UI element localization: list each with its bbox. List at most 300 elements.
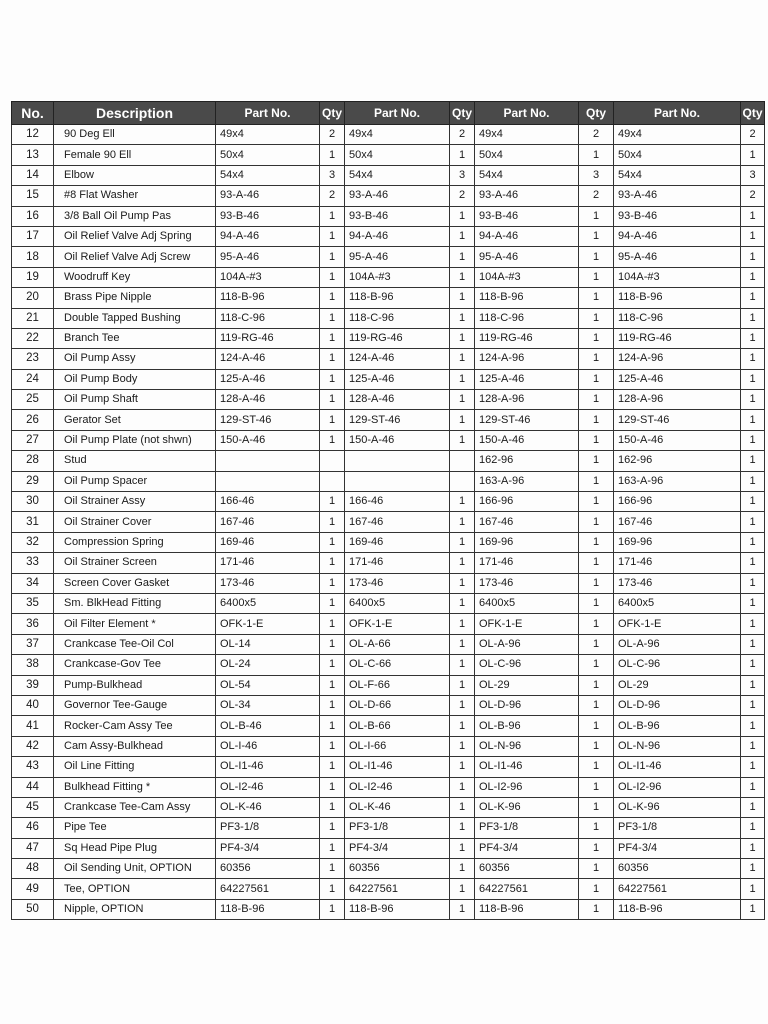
cell-qty-3: 1 [579,736,614,756]
cell-part-no-3: 163-A-96 [475,471,579,491]
cell-part-no-1: 50x4 [216,145,320,165]
cell-qty-4: 1 [741,757,765,777]
cell-part-no-4: OL-A-96 [614,634,741,654]
cell-description: Oil Sending Unit, OPTION [54,859,216,879]
cell-part-no-1: OL-B-46 [216,716,320,736]
cell-part-no-2: 125-A-46 [345,369,450,389]
table-row [12,838,765,858]
cell-part-no-2: 64227561 [345,879,450,899]
cell-no: 34 [12,573,54,593]
cell-part-no-2: 118-B-96 [345,288,450,308]
cell-qty-3: 1 [579,757,614,777]
cell-qty-3: 1 [579,369,614,389]
cell-qty-2: 1 [450,512,475,532]
cell-description: Oil Pump Spacer [54,471,216,491]
table-row [12,818,765,838]
cell-qty-4: 1 [741,226,765,246]
cell-part-no-2: OL-C-66 [345,655,450,675]
cell-part-no-4: 166-96 [614,492,741,512]
cell-part-no-2: 93-B-46 [345,206,450,226]
cell-part-no-3: 129-ST-46 [475,410,579,430]
cell-qty-3: 1 [579,655,614,675]
cell-no: 29 [12,471,54,491]
cell-qty-2: 1 [450,655,475,675]
cell-qty-2 [450,471,475,491]
cell-qty-1: 3 [320,165,345,185]
cell-description: Crankcase Tee-Cam Assy [54,797,216,817]
cell-qty-1: 1 [320,512,345,532]
cell-part-no-2: 49x4 [345,125,450,145]
cell-part-no-1: 94-A-46 [216,226,320,246]
cell-part-no-4: 162-96 [614,451,741,471]
cell-no: 18 [12,247,54,267]
cell-part-no-3: PF3-1/8 [475,818,579,838]
table-row [12,492,765,512]
header-part-no-1: Part No. [216,102,320,125]
cell-part-no-3: PF4-3/4 [475,838,579,858]
cell-part-no-2: 171-46 [345,553,450,573]
cell-no: 23 [12,349,54,369]
cell-qty-1: 1 [320,757,345,777]
cell-qty-3: 3 [579,165,614,185]
cell-description: Cam Assy-Bulkhead [54,736,216,756]
cell-qty-1: 1 [320,226,345,246]
cell-qty-4: 1 [741,553,765,573]
cell-qty-4: 1 [741,247,765,267]
cell-part-no-1: 166-46 [216,492,320,512]
cell-qty-1: 1 [320,859,345,879]
cell-qty-4: 1 [741,512,765,532]
cell-part-no-1: OL-I1-46 [216,757,320,777]
cell-part-no-1: OL-I2-46 [216,777,320,797]
cell-qty-2: 1 [450,859,475,879]
cell-part-no-2: 6400x5 [345,593,450,613]
cell-qty-1: 1 [320,614,345,634]
cell-qty-2: 1 [450,145,475,165]
table-row [12,308,765,328]
cell-qty-2: 1 [450,675,475,695]
cell-part-no-4: 118-C-96 [614,308,741,328]
cell-part-no-4: 169-96 [614,532,741,552]
cell-description: Oil Filter Element * [54,614,216,634]
table-row [12,328,765,348]
cell-qty-2 [450,451,475,471]
cell-part-no-2: OL-I-66 [345,736,450,756]
cell-description: Governor Tee-Gauge [54,695,216,715]
cell-part-no-3: OL-K-96 [475,797,579,817]
cell-part-no-4: 128-A-96 [614,390,741,410]
cell-part-no-2: OL-D-66 [345,695,450,715]
cell-part-no-1: 49x4 [216,125,320,145]
cell-qty-3: 1 [579,267,614,287]
cell-part-no-1: 118-C-96 [216,308,320,328]
cell-part-no-1: 128-A-46 [216,390,320,410]
cell-no: 17 [12,226,54,246]
cell-part-no-2: 118-B-96 [345,899,450,919]
cell-qty-4: 1 [741,797,765,817]
cell-qty-1: 1 [320,410,345,430]
cell-qty-1: 1 [320,349,345,369]
cell-part-no-2: OL-I1-46 [345,757,450,777]
cell-qty-4: 1 [741,899,765,919]
cell-part-no-1: 118-B-96 [216,288,320,308]
cell-description: Oil Pump Shaft [54,390,216,410]
cell-qty-4: 1 [741,593,765,613]
cell-qty-3: 1 [579,777,614,797]
table-row [12,777,765,797]
header-row [12,102,765,125]
cell-part-no-3: 124-A-96 [475,349,579,369]
cell-part-no-3: 150-A-46 [475,430,579,450]
cell-qty-4: 1 [741,390,765,410]
cell-qty-3: 1 [579,553,614,573]
cell-no: 38 [12,655,54,675]
cell-qty-4: 1 [741,328,765,348]
cell-part-no-1: 93-B-46 [216,206,320,226]
table-row [12,614,765,634]
cell-part-no-1: OFK-1-E [216,614,320,634]
cell-description: Oil Strainer Screen [54,553,216,573]
cell-part-no-2: 54x4 [345,165,450,185]
cell-part-no-4: 124-A-96 [614,349,741,369]
cell-part-no-2: 150-A-46 [345,430,450,450]
cell-part-no-3: 171-46 [475,553,579,573]
cell-part-no-2: OL-F-66 [345,675,450,695]
cell-qty-2: 1 [450,634,475,654]
cell-no: 49 [12,879,54,899]
cell-qty-3: 1 [579,206,614,226]
table-row [12,451,765,471]
cell-qty-1: 1 [320,818,345,838]
cell-part-no-2: 166-46 [345,492,450,512]
cell-part-no-2: 167-46 [345,512,450,532]
cell-qty-3: 1 [579,532,614,552]
cell-qty-1: 1 [320,777,345,797]
header-part-no-4: Part No. [614,102,741,125]
table-row [12,206,765,226]
cell-description: Oil Pump Body [54,369,216,389]
cell-part-no-3: 167-46 [475,512,579,532]
cell-part-no-3: 119-RG-46 [475,328,579,348]
table-row [12,471,765,491]
cell-no: 22 [12,328,54,348]
cell-description: Gerator Set [54,410,216,430]
cell-qty-1: 1 [320,879,345,899]
cell-qty-3: 1 [579,430,614,450]
cell-no: 15 [12,186,54,206]
cell-part-no-1: 119-RG-46 [216,328,320,348]
cell-qty-3: 1 [579,899,614,919]
cell-part-no-4: OL-29 [614,675,741,695]
cell-description: Oil Pump Assy [54,349,216,369]
cell-part-no-4: 118-B-96 [614,899,741,919]
cell-description: Crankcase-Gov Tee [54,655,216,675]
cell-part-no-3: 128-A-96 [475,390,579,410]
cell-no: 12 [12,125,54,145]
cell-part-no-4: OL-B-96 [614,716,741,736]
cell-qty-4: 1 [741,655,765,675]
cell-qty-3: 1 [579,797,614,817]
cell-qty-3: 1 [579,145,614,165]
cell-part-no-2: 94-A-46 [345,226,450,246]
cell-no: 16 [12,206,54,226]
cell-part-no-4: 60356 [614,859,741,879]
cell-part-no-1 [216,451,320,471]
cell-qty-4: 1 [741,267,765,287]
table-row [12,797,765,817]
header-qty-2: Qty [450,102,475,125]
header-qty-3: Qty [579,102,614,125]
cell-part-no-3: 49x4 [475,125,579,145]
cell-description: Compression Spring [54,532,216,552]
cell-qty-2: 1 [450,349,475,369]
table-row [12,349,765,369]
cell-qty-1: 1 [320,308,345,328]
cell-qty-3: 1 [579,308,614,328]
cell-part-no-3: OL-29 [475,675,579,695]
cell-qty-2: 1 [450,757,475,777]
cell-qty-2: 1 [450,736,475,756]
cell-part-no-3: 118-B-96 [475,899,579,919]
cell-part-no-3: 93-B-46 [475,206,579,226]
cell-part-no-1: 125-A-46 [216,369,320,389]
cell-description: Branch Tee [54,328,216,348]
cell-qty-3: 1 [579,634,614,654]
cell-part-no-4: 93-A-46 [614,186,741,206]
cell-qty-3: 2 [579,125,614,145]
cell-qty-1: 1 [320,288,345,308]
cell-qty-4: 1 [741,879,765,899]
cell-qty-4: 1 [741,736,765,756]
cell-qty-2: 1 [450,593,475,613]
cell-qty-3: 1 [579,593,614,613]
cell-qty-3: 1 [579,349,614,369]
cell-part-no-4: 125-A-46 [614,369,741,389]
cell-qty-1: 1 [320,593,345,613]
cell-part-no-1: 95-A-46 [216,247,320,267]
cell-part-no-4: OL-D-96 [614,695,741,715]
cell-qty-3: 1 [579,288,614,308]
cell-part-no-1: OL-I-46 [216,736,320,756]
cell-description: Oil Relief Valve Adj Spring [54,226,216,246]
cell-qty-1: 1 [320,797,345,817]
cell-part-no-1: 54x4 [216,165,320,185]
cell-qty-2: 1 [450,226,475,246]
cell-no: 14 [12,165,54,185]
cell-description: 90 Deg Ell [54,125,216,145]
cell-qty-3: 1 [579,859,614,879]
cell-qty-2: 2 [450,125,475,145]
cell-part-no-2: OL-B-66 [345,716,450,736]
cell-qty-4: 1 [741,838,765,858]
cell-qty-4: 1 [741,614,765,634]
cell-part-no-3: 93-A-46 [475,186,579,206]
cell-no: 21 [12,308,54,328]
cell-qty-3: 1 [579,838,614,858]
cell-qty-4: 2 [741,125,765,145]
cell-description: Double Tapped Bushing [54,308,216,328]
cell-qty-4: 1 [741,695,765,715]
cell-part-no-4: 54x4 [614,165,741,185]
cell-qty-2: 2 [450,186,475,206]
cell-part-no-3: 60356 [475,859,579,879]
cell-qty-2: 1 [450,206,475,226]
cell-qty-1: 1 [320,206,345,226]
header-description: Description [54,102,216,125]
cell-part-no-4: PF3-1/8 [614,818,741,838]
cell-qty-4: 1 [741,492,765,512]
cell-part-no-2: OL-I2-46 [345,777,450,797]
cell-qty-3: 1 [579,410,614,430]
cell-qty-3: 1 [579,675,614,695]
cell-part-no-4: 167-46 [614,512,741,532]
table-row [12,675,765,695]
cell-part-no-3: 50x4 [475,145,579,165]
cell-qty-2: 1 [450,532,475,552]
cell-no: 42 [12,736,54,756]
cell-part-no-2: 124-A-46 [345,349,450,369]
table-row [12,859,765,879]
cell-description: Bulkhead Fitting * [54,777,216,797]
cell-qty-3: 1 [579,492,614,512]
cell-qty-4: 1 [741,532,765,552]
table-row [12,736,765,756]
cell-qty-2: 1 [450,288,475,308]
table-row [12,247,765,267]
cell-no: 41 [12,716,54,736]
cell-qty-2: 1 [450,267,475,287]
cell-part-no-1: 171-46 [216,553,320,573]
cell-description: Pump-Bulkhead [54,675,216,695]
cell-qty-1: 1 [320,532,345,552]
cell-part-no-2: 173-46 [345,573,450,593]
cell-part-no-4: 118-B-96 [614,288,741,308]
cell-part-no-1: OL-K-46 [216,797,320,817]
table-row [12,145,765,165]
table-row [12,410,765,430]
cell-qty-3: 1 [579,247,614,267]
cell-part-no-3: OL-C-96 [475,655,579,675]
table-row [12,899,765,919]
cell-qty-1: 1 [320,675,345,695]
cell-qty-4: 2 [741,186,765,206]
cell-part-no-3: 6400x5 [475,593,579,613]
cell-part-no-3: 166-96 [475,492,579,512]
cell-qty-2: 1 [450,716,475,736]
cell-no: 20 [12,288,54,308]
cell-part-no-4: 173-46 [614,573,741,593]
cell-qty-2: 1 [450,328,475,348]
cell-description: Sm. BlkHead Fitting [54,593,216,613]
cell-qty-2: 1 [450,879,475,899]
cell-no: 48 [12,859,54,879]
cell-part-no-4: 163-A-96 [614,471,741,491]
cell-qty-2: 1 [450,390,475,410]
header-qty-1: Qty [320,102,345,125]
cell-description: Woodruff Key [54,267,216,287]
cell-qty-1: 1 [320,655,345,675]
cell-description: Rocker-Cam Assy Tee [54,716,216,736]
cell-no: 27 [12,430,54,450]
cell-qty-2: 1 [450,695,475,715]
table-row [12,369,765,389]
cell-qty-1: 1 [320,430,345,450]
cell-qty-1: 1 [320,695,345,715]
cell-qty-4: 1 [741,716,765,736]
cell-qty-1: 1 [320,328,345,348]
cell-description: Pipe Tee [54,818,216,838]
cell-part-no-4: 129-ST-46 [614,410,741,430]
cell-part-no-4: PF4-3/4 [614,838,741,858]
cell-part-no-4: 150-A-46 [614,430,741,450]
table-row [12,757,765,777]
cell-part-no-3: 169-96 [475,532,579,552]
cell-part-no-4: OL-I1-46 [614,757,741,777]
cell-qty-4: 3 [741,165,765,185]
cell-part-no-2: 50x4 [345,145,450,165]
cell-part-no-3: 118-B-96 [475,288,579,308]
cell-no: 37 [12,634,54,654]
cell-part-no-3: 162-96 [475,451,579,471]
cell-part-no-1: PF3-1/8 [216,818,320,838]
cell-part-no-1: 129-ST-46 [216,410,320,430]
cell-qty-1 [320,471,345,491]
table-row [12,288,765,308]
cell-part-no-1: 150-A-46 [216,430,320,450]
cell-qty-4: 1 [741,818,765,838]
cell-part-no-2: PF3-1/8 [345,818,450,838]
cell-qty-1: 1 [320,634,345,654]
cell-qty-3: 1 [579,390,614,410]
cell-part-no-1: 173-46 [216,573,320,593]
cell-description: Oil Line Fitting [54,757,216,777]
cell-part-no-4: 104A-#3 [614,267,741,287]
cell-part-no-4: 49x4 [614,125,741,145]
cell-qty-2: 1 [450,818,475,838]
cell-qty-2: 1 [450,777,475,797]
cell-qty-4: 1 [741,859,765,879]
cell-qty-1 [320,451,345,471]
cell-part-no-2: 104A-#3 [345,267,450,287]
cell-qty-3: 1 [579,879,614,899]
cell-qty-3: 1 [579,226,614,246]
cell-part-no-3: OL-A-96 [475,634,579,654]
cell-qty-1: 2 [320,186,345,206]
table-row [12,512,765,532]
cell-part-no-1: OL-34 [216,695,320,715]
cell-part-no-3: 118-C-96 [475,308,579,328]
cell-part-no-1: 169-46 [216,532,320,552]
cell-part-no-4: 95-A-46 [614,247,741,267]
cell-qty-3: 1 [579,471,614,491]
cell-part-no-4: OL-K-96 [614,797,741,817]
cell-qty-4: 1 [741,308,765,328]
cell-qty-1: 1 [320,369,345,389]
cell-qty-4: 1 [741,451,765,471]
cell-no: 39 [12,675,54,695]
table-row [12,532,765,552]
header-no: No. [12,102,54,125]
cell-description: Oil Relief Valve Adj Screw [54,247,216,267]
cell-part-no-3: 54x4 [475,165,579,185]
cell-part-no-2: 119-RG-46 [345,328,450,348]
cell-part-no-1: 167-46 [216,512,320,532]
cell-qty-1: 1 [320,899,345,919]
cell-part-no-3: OL-I2-96 [475,777,579,797]
cell-part-no-2: OL-K-46 [345,797,450,817]
cell-part-no-2: 129-ST-46 [345,410,450,430]
cell-part-no-2: 118-C-96 [345,308,450,328]
